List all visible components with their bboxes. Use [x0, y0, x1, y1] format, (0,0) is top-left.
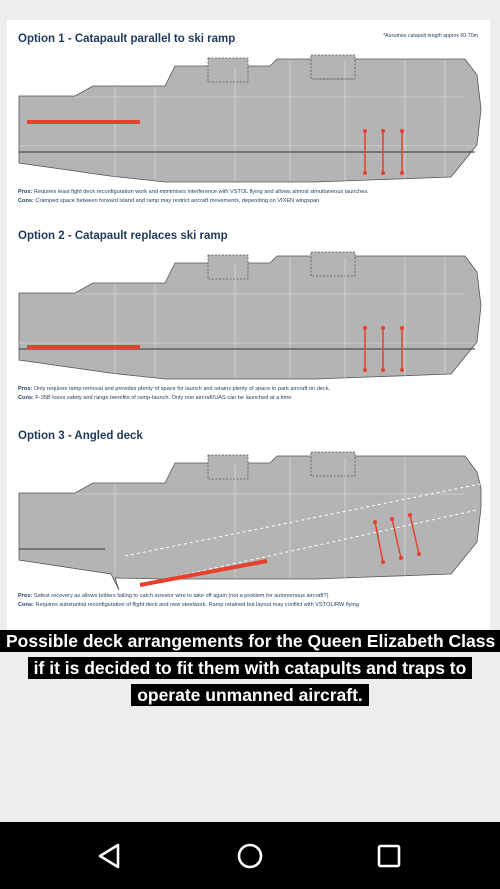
back-triangle-icon[interactable] [94, 840, 126, 872]
option-3-title: Option 3 - Angled deck [18, 430, 143, 442]
catapult-length-note: *Assumes catapult length approx 60-70m [383, 33, 478, 39]
option-2-proscons [18, 385, 488, 403]
option-2-ship-plan [15, 248, 483, 396]
recents-square-icon[interactable] [373, 840, 405, 872]
caption-text: Possible deck arrangements for the Queen Elizabeth Class if it is decided to fit them with catapults and traps to operate unmanned aircraft. [0, 630, 500, 706]
home-circle-icon[interactable] [234, 840, 266, 872]
option-3-pros: Pros: Safest recovery as allows bolters failing to catch arrestor wire to take off again (not a problem for autonomous aircraft?) [18, 593, 329, 599]
option-3-proscons [18, 592, 488, 610]
option-1-ship-plan [15, 51, 483, 199]
option-2-pros: Pros: Only requires ramp removal and provides plenty of space for launch and retains plenty of space to park aircraft on deck. [18, 386, 331, 392]
option-1-cons: Cons: Cramped space between forward island and ramp may restrict aircraft movements, depending on VIXEN wingspan [18, 198, 320, 204]
option-1-proscons [18, 188, 488, 206]
option-3-cons: Cons: Requires substantial reconfiguration of flight deck and new steelwork. Ramp retained but layout may conflict with VSTOL/RW flying [18, 602, 359, 608]
option-1-pros: Pros: Requires least fight deck reconfiguration work and mimimises interference with VSTOL flying and allows almost simultaneous launches. [18, 189, 369, 195]
option-2-cons: Cons: F-35B loses safety and range benefits of ramp-launch. Only one aircraft/UAS can be launched at a time [18, 395, 292, 401]
option-1-title: Option 1 - Catapault parallel to ski ramp [18, 33, 236, 45]
option-3-ship-plan [15, 448, 483, 596]
android-nav-bar [0, 822, 500, 889]
image-caption [0, 628, 500, 709]
deck-diagram-sheet [7, 20, 490, 632]
option-2-title: Option 2 - Catapault replaces ski ramp [18, 230, 228, 242]
